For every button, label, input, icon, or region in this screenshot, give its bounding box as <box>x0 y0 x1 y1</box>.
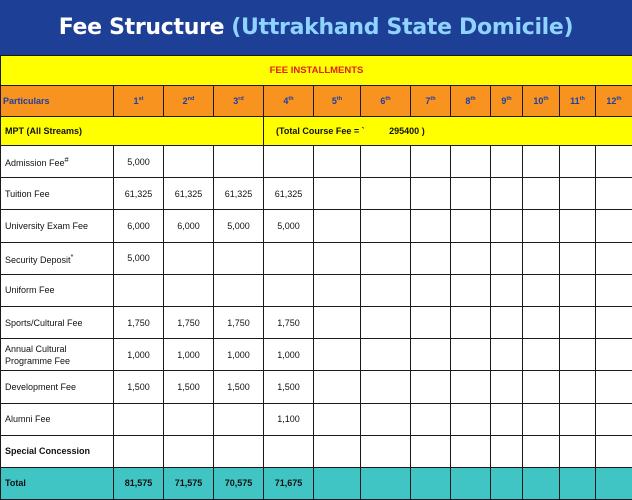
fee-cell-3: 61,325 <box>214 178 264 210</box>
fee-cell-1: 5,000 <box>114 242 164 274</box>
fee-cell-4: 5,000 <box>264 210 314 242</box>
fee-cell-1 <box>114 403 164 435</box>
column-header-1: 1st <box>114 86 164 117</box>
total-course-fee-value: 295400 <box>389 126 419 136</box>
page-banner <box>0 0 632 55</box>
fee-cell-4 <box>264 146 314 178</box>
fee-label: Development Fee <box>1 371 114 403</box>
fee-cell-2: 1,750 <box>164 306 214 338</box>
total-cell-2: 71,575 <box>164 467 214 499</box>
fee-cell-2: 6,000 <box>164 210 214 242</box>
fee-row-annual-cultural <box>1 339 632 371</box>
installments-header: FEE INSTALLMENTS <box>1 56 632 86</box>
fee-label: University Exam Fee <box>1 210 114 242</box>
fee-row-sports-cultural <box>1 306 632 338</box>
fee-cell-2 <box>164 274 214 306</box>
fee-label: Alumni Fee <box>1 403 114 435</box>
fee-label: Tuition Fee <box>1 178 114 210</box>
fee-cell-1: 61,325 <box>114 178 164 210</box>
column-header-5: 5th <box>314 86 361 117</box>
fee-label: Sports/Cultural Fee <box>1 306 114 338</box>
fee-cell-1: 1,750 <box>114 306 164 338</box>
fee-row-development <box>1 371 632 403</box>
fee-label: Admission Fee# <box>1 146 114 178</box>
fee-cell-3 <box>214 274 264 306</box>
fee-row-admission <box>1 146 632 178</box>
page-title: Fee Structure <box>59 15 225 40</box>
fee-cell-2 <box>164 146 214 178</box>
fee-cell-1: 1,500 <box>114 371 164 403</box>
fee-row-alumni <box>1 403 632 435</box>
column-header-10: 10th <box>523 86 560 117</box>
fee-cell-2 <box>164 403 214 435</box>
special-concession-row <box>1 435 632 467</box>
fee-cell-3: 5,000 <box>214 210 264 242</box>
fee-row-uniform <box>1 274 632 306</box>
page-subtitle: (Uttrakhand State Domicile) <box>231 15 573 40</box>
fee-cell-3 <box>214 146 264 178</box>
fee-cell-4: 61,325 <box>264 178 314 210</box>
total-cell-1: 81,575 <box>114 467 164 499</box>
fee-cell-1: 1,000 <box>114 339 164 371</box>
column-header-7: 7th <box>411 86 451 117</box>
total-course-fee <box>264 117 632 146</box>
fee-cell-1 <box>114 274 164 306</box>
fee-cell-3: 1,750 <box>214 306 264 338</box>
column-header-12: 12th <box>596 86 632 117</box>
column-header-9: 9th <box>491 86 523 117</box>
column-header-2: 2nd <box>164 86 214 117</box>
fee-cell-4 <box>264 274 314 306</box>
fee-label: Uniform Fee <box>1 274 114 306</box>
fee-label: Security Deposit* <box>1 242 114 274</box>
column-header-particulars: Particulars <box>1 86 114 117</box>
special-concession-label: Special Concession <box>1 435 114 467</box>
column-header-11: 11th <box>560 86 596 117</box>
fee-cell-4: 1,750 <box>264 306 314 338</box>
column-header-3: 3rd <box>214 86 264 117</box>
fee-row-security-deposit <box>1 242 632 274</box>
fee-cell-4: 1,100 <box>264 403 314 435</box>
column-header-6: 6th <box>361 86 411 117</box>
total-course-fee-close: ) <box>422 126 425 136</box>
fee-cell-1: 5,000 <box>114 146 164 178</box>
column-header-8: 8th <box>451 86 491 117</box>
total-cell-3: 70,575 <box>214 467 264 499</box>
fee-cell-3: 1,500 <box>214 371 264 403</box>
column-header-4: 4th <box>264 86 314 117</box>
fee-cell-3 <box>214 403 264 435</box>
fee-cell-2: 1,000 <box>164 339 214 371</box>
installments-header-row <box>1 56 632 86</box>
fee-cell-3 <box>214 242 264 274</box>
total-row <box>1 467 632 499</box>
fee-table <box>0 55 632 500</box>
fee-cell-4 <box>264 242 314 274</box>
total-label: Total <box>1 467 114 499</box>
program-name: MPT (All Streams) <box>1 117 264 146</box>
fee-cell-1: 6,000 <box>114 210 164 242</box>
fee-cell-2: 1,500 <box>164 371 214 403</box>
total-course-fee-label: (Total Course Fee = ` <box>276 126 365 136</box>
fee-cell-2 <box>164 242 214 274</box>
fee-cell-3: 1,000 <box>214 339 264 371</box>
fee-cell-2: 61,325 <box>164 178 214 210</box>
fee-row-university-exam <box>1 210 632 242</box>
column-header-row <box>1 86 632 117</box>
fee-label: Annual Cultural Programme Fee <box>1 339 114 371</box>
fee-cell-4: 1,500 <box>264 371 314 403</box>
total-cell-4: 71,675 <box>264 467 314 499</box>
fee-row-tuition <box>1 178 632 210</box>
fee-cell-4: 1,000 <box>264 339 314 371</box>
program-row <box>1 117 632 146</box>
